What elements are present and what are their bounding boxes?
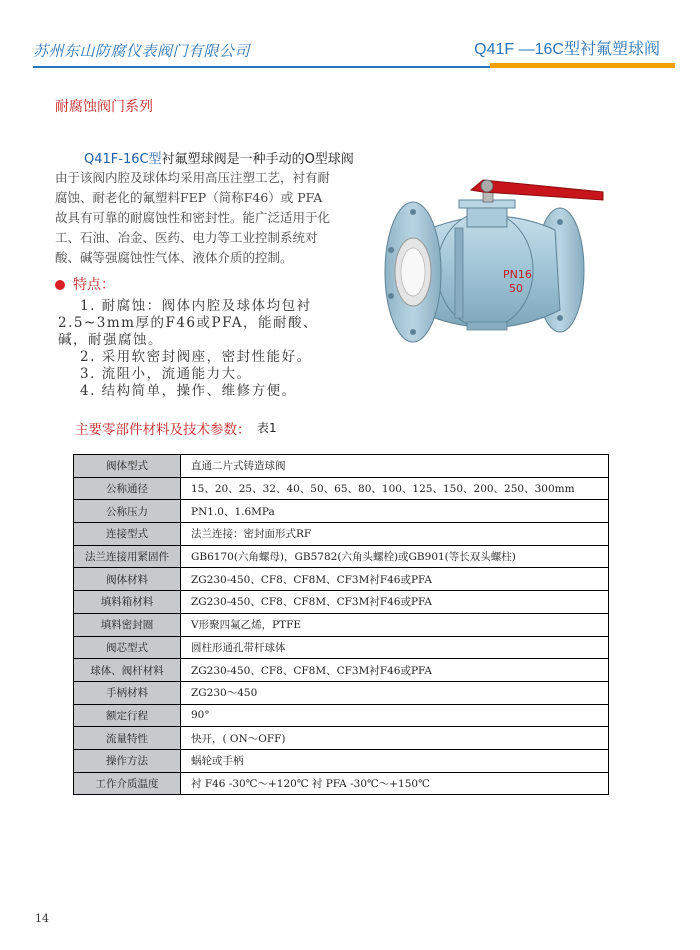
row-label: 阀体材料 bbox=[74, 568, 181, 591]
table-row bbox=[74, 772, 609, 795]
table-row bbox=[74, 704, 609, 727]
intro-body: 由于该阀内腔及球体均采用高压注塑工艺，衬有耐腐蚀、耐老化的氟塑料FEP（简称F46）或 PFA 故具有可靠的耐腐蚀性和密封性。能广泛适用于化工、石油、冶金、医药、电力等工业控制系统对酸、碱等强腐蚀性气体、液体介质的控制。 bbox=[55, 170, 331, 265]
valve-marking-pn: PN16 bbox=[503, 268, 532, 281]
feature-item: 4. 结构简单，操作、维修方便。 bbox=[80, 383, 297, 399]
table-number: 表1 bbox=[257, 421, 277, 435]
row-label: 公称通径 bbox=[74, 477, 181, 500]
valve-marking-size: 50 bbox=[509, 282, 523, 295]
row-value: 90° bbox=[181, 704, 609, 727]
row-value: ZG230～450 bbox=[181, 681, 609, 704]
features-list bbox=[58, 298, 343, 400]
table-row bbox=[74, 455, 609, 478]
row-value: ZG230-450、CF8、CF8M、CF3M衬F46或PFA bbox=[181, 659, 609, 682]
row-label: 法兰连接用紧固件 bbox=[74, 545, 181, 568]
ball-valve-image bbox=[375, 150, 615, 380]
row-value: 圆柱形通孔带杆球体 bbox=[181, 636, 609, 659]
params-title: 主要零部件材料及技术参数： bbox=[75, 422, 251, 438]
row-label: 流量特性 bbox=[74, 727, 181, 750]
intro-lead-model: Q41F-16C型 bbox=[84, 152, 162, 167]
series-title: 耐腐蚀阀门系列 bbox=[55, 99, 153, 115]
table-row bbox=[74, 477, 609, 500]
table-row bbox=[74, 568, 609, 591]
row-label: 填料密封圈 bbox=[74, 613, 181, 636]
row-value: V形聚四氟乙烯，PTFE bbox=[181, 613, 609, 636]
row-value: 直通二片式铸造球阀 bbox=[181, 455, 609, 478]
row-value: 法兰连接：密封面形式RF bbox=[181, 523, 609, 546]
feature-item: 1. 耐腐蚀：阀体内腔及球体均包衬2.5~3mm厚的F46或PFA，能耐酸、碱，耐强腐蚀。 bbox=[58, 298, 319, 348]
intro-lead-rest: 衬氟塑球阀是一种手动的O型球阀 bbox=[161, 152, 354, 167]
table-row bbox=[74, 591, 609, 614]
bullet-dot-icon bbox=[55, 280, 65, 290]
model-title: Q41F —16C型衬氟塑球阀 bbox=[474, 41, 660, 58]
row-label: 手柄材料 bbox=[74, 681, 181, 704]
table-row bbox=[74, 749, 609, 772]
table-row bbox=[74, 545, 609, 568]
table-row bbox=[74, 523, 609, 546]
row-value: 衬 F46 -30℃～+120℃ 衬 PFA -30℃～+150℃ bbox=[181, 772, 609, 795]
row-label: 工作介质温度 bbox=[74, 772, 181, 795]
row-label: 球体、阀杆材料 bbox=[74, 659, 181, 682]
row-value: 15、20、25、32、40、50、65、80、100、125、150、200、250、300mm bbox=[181, 477, 609, 500]
table-row bbox=[74, 681, 609, 704]
table-row bbox=[74, 659, 609, 682]
row-value: 快开，( ON～OFF) bbox=[181, 727, 609, 750]
row-label: 操作方法 bbox=[74, 749, 181, 772]
row-label: 阀芯型式 bbox=[74, 636, 181, 659]
row-value: PN1.0、1.6MPa bbox=[181, 500, 609, 523]
intro-lead bbox=[84, 148, 354, 167]
row-label: 连接型式 bbox=[74, 523, 181, 546]
row-label: 额定行程 bbox=[74, 704, 181, 727]
row-value: GB6170(六角螺母)，GB5782(六角头螺栓)或GB901(等长双头螺柱) bbox=[181, 545, 609, 568]
row-label: 填料箱材料 bbox=[74, 591, 181, 614]
features-title: 特点： bbox=[73, 277, 115, 293]
table-row bbox=[74, 727, 609, 750]
row-label: 公称压力 bbox=[74, 500, 181, 523]
table-row bbox=[74, 613, 609, 636]
table-row bbox=[74, 500, 609, 523]
feature-item: 2. 采用软密封阀座，密封性能好。 bbox=[80, 349, 312, 365]
spec-table bbox=[73, 454, 609, 795]
row-value: ZG230-450、CF8、CF8M、CF3M衬F46或PFA bbox=[181, 591, 609, 614]
row-value: ZG230-450、CF8、CF8M、CF3M衬F46或PFA bbox=[181, 568, 609, 591]
company-name: 苏州东山防腐仪表阀门有限公司 bbox=[33, 42, 251, 60]
page-number: 14 bbox=[35, 912, 49, 925]
row-label: 阀体型式 bbox=[74, 455, 181, 478]
table-row bbox=[74, 636, 609, 659]
row-value: 蜗轮或手柄 bbox=[181, 749, 609, 772]
header-accent-bar bbox=[490, 63, 675, 68]
feature-item: 3. 流阻小，流通能力大。 bbox=[80, 366, 252, 382]
